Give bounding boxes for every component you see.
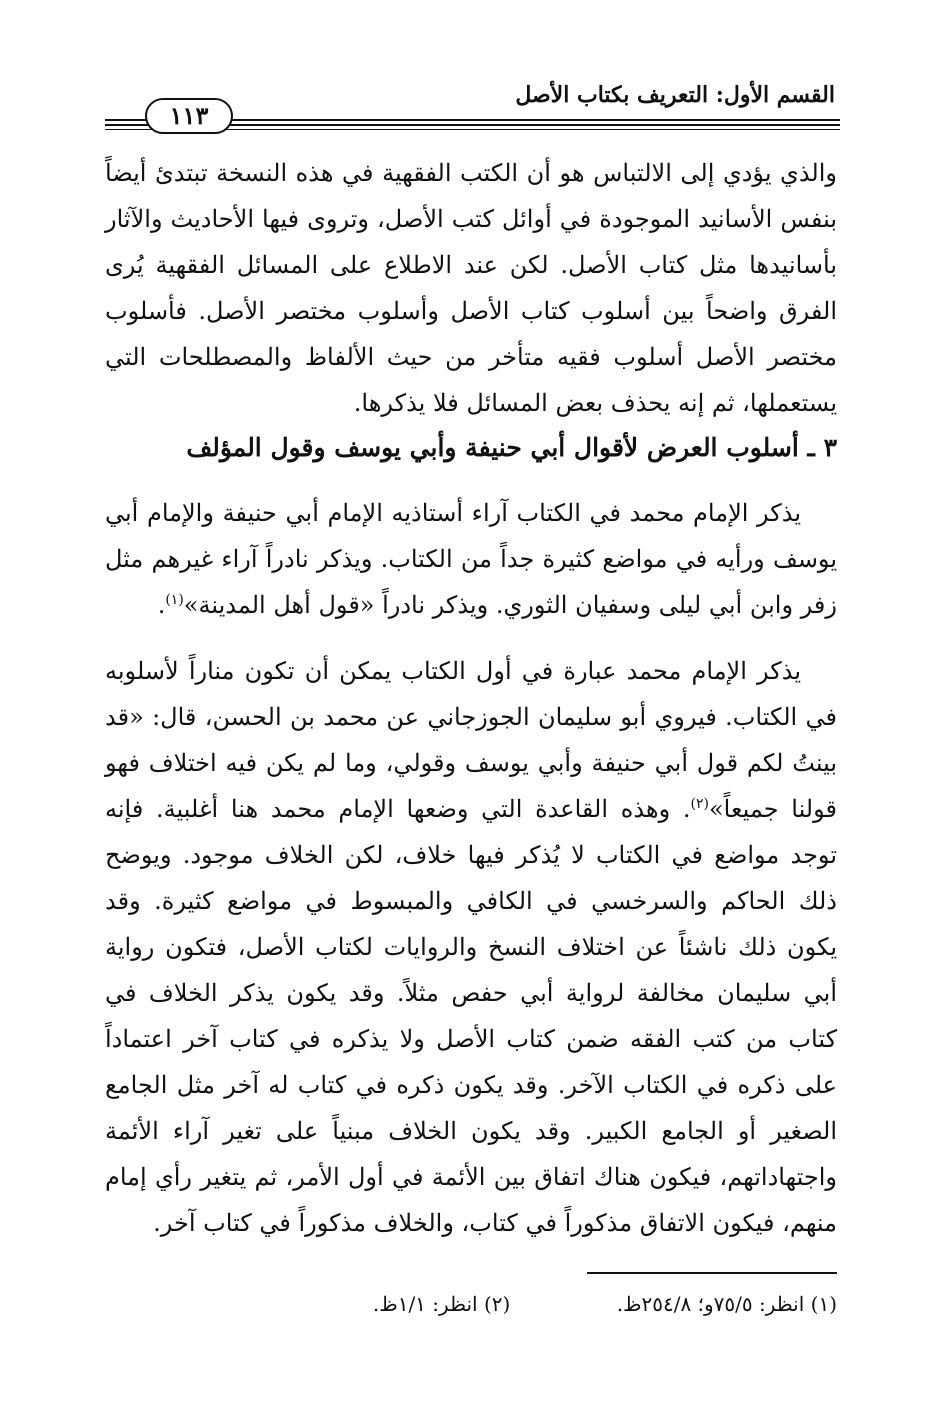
paragraph-text-part1: يذكر الإمام محمد عبارة في أول الكتاب يمكن أن تكون مناراً لأسلوبه في الكتاب. فيروي أبو سليمان الجوزجاني عن محمد بن الحسن، قال: «قد بينتُ لكم قول أبي حنيفة وأبي يوسف وقولي، وما لم يكن فيه اختلاف فهو قولنا جميعاً»: [105, 657, 837, 823]
footnote-ref-2[interactable]: (٢): [690, 796, 709, 812]
paragraph-text-body: يذكر الإمام محمد في الكتاب آراء أستاذيه الإمام أبي حنيفة والإمام أبي يوسف ورأيه في مواضع كثيرة جداً من الكتاب. ويذكر نادراً آراء غيرهم مثل زفر وابن أبي ليلى وسفيان الثوري. ويذكر نادراً «قول أهل المدينة»: [105, 499, 837, 619]
header-rule: [105, 101, 840, 134]
running-head: القسم الأول: التعريف بكتاب الأصل: [515, 82, 835, 108]
paragraph-2: [105, 490, 837, 628]
footnotes: [105, 1288, 837, 1320]
footnote-2: (٢) انظر: ١/١ظ.: [372, 1292, 511, 1316]
paragraph-3: [105, 648, 837, 1246]
paragraph-text: [105, 648, 837, 1246]
footnote-separator: [587, 1272, 837, 1274]
footnote-1: (١) انظر: ٧٥/٥و؛ ٢٥٤/٨ظ.: [616, 1292, 837, 1316]
paragraph-1: [105, 150, 837, 426]
paragraph-text-part2: . وهذه القاعدة التي وضعها الإمام محمد هنا أغلبية. فإنه توجد مواضع في الكتاب لا يُذكر فيها خلاف، لكن الخلاف موجود. ويوضح ذلك الحاكم والسرخسي في الكافي والمبسوط في مواضع كثيرة. وقد يكون ذلك ناشئاً عن اختلاف النسخ والروايات لكتاب الأصل، فتكون رواية أبي سليمان مخالفة لرواية أبي حفص مثلاً. وقد يكون يذكر الخلاف في كتاب من كتب الفقه ضمن كتاب الأصل ولا يذكره في كتاب آخر اعتماداً على ذكره في الكتاب الآخر. وقد يكون ذكره في كتاب له آخر مثل الجامع الصغير أو الجامع الكبير. وقد يكون الخلاف مبنياً على تغير آراء الأئمة واجتهاداتهم، فيكون هناك اتفاق بين الأئمة في أول الأمر، ثم يتغير رأي إمام منهم، فيكون الاتفاق مذكوراً في كتاب، والخلاف مذكوراً في كتاب آخر.: [105, 795, 838, 1237]
page-number: ١١٣: [145, 98, 233, 134]
footnote-ref-1[interactable]: (١): [165, 592, 184, 608]
paragraph-text: والذي يؤدي إلى الالتباس هو أن الكتب الفقهية في هذه النسخة تبتدئ أيضاً بنفس الأسانيد الموجودة في أوائل كتب الأصل، وتروى فيها الأحاديث والآثار بأسانيدها مثل كتاب الأصل. لكن عند الاطلاع على المسائل الفقهية يُرى الفرق واضحاً بين أسلوب كتاب الأصل وأسلوب مختصر الأصل. فأسلوب مختصر الأصل أسلوب فقيه متأخر من حيث الألفاظ والمصطلحات التي يستعملها، ثم إنه يحذف بعض المسائل فلا يذكرها.: [105, 159, 837, 417]
section-heading: ٣ ـ أسلوب العرض لأقوال أبي حنيفة وأبي يوسف وقول المؤلف: [186, 433, 837, 462]
paragraph-text: [105, 490, 837, 628]
paragraph-text-tail: .: [157, 591, 166, 619]
